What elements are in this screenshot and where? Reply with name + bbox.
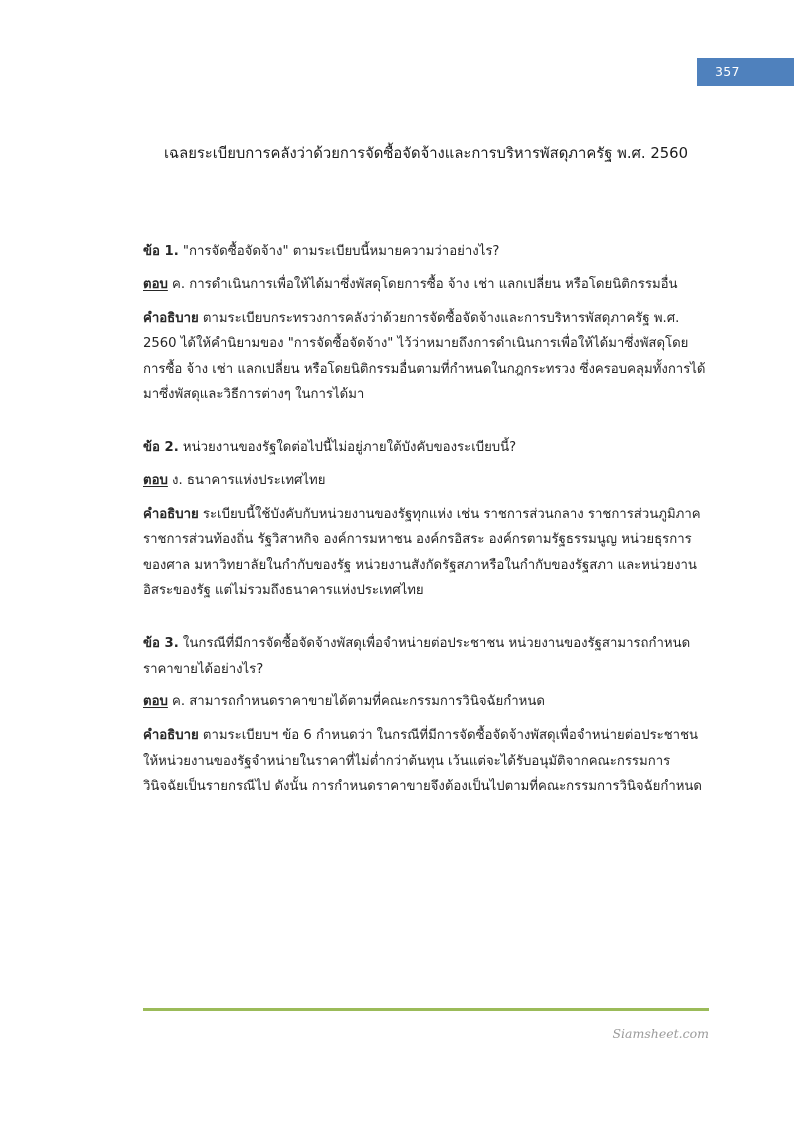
explanation-text: ระเบียบนี้ใช้บังคับกับหน่วยงานของรัฐทุกแห่ง เช่น ราชการส่วนกลาง ราชการส่วนภูมิภาค ราชการส่วนท้องถิ่น รัฐวิสาหกิจ องค์การมหาชน องค์กรอิสระ องค์กรตามรัฐธรรมนูญ หน่วยธุรการของศาล มหาวิทยาลัยในกำกับของรัฐ หน่วยงานสังกัดรัฐสภาหรือในกำกับของรัฐสภา และหน่วยงานอิสระของรัฐ แต่ไม่รวมถึงธนาคารแห่งประเทศไทย <box>143 506 701 598</box>
question-label: ข้อ 3. <box>143 636 179 652</box>
answer <box>143 265 709 297</box>
explanation-text: ตามระเบียบฯ ข้อ 6 กำหนดว่า ในกรณีที่มีการจัดซื้อจัดจ้างพัสดุเพื่อจำหน่ายต่อประชาชน ให้หน่วยงานของรัฐจำหน่ายในราคาที่ไม่ต่ำกว่าต้นทุน เว้นแต่จะได้รับอนุมัติจากคณะกรรมการวินิจฉัยเป็นรายกรณีไป ดังนั้น การกำหนดราคาขายจึงต้องเป็นไปตามที่คณะกรรมการวินิจฉัยกำหนด <box>143 728 703 795</box>
answer-text: ค. สามารถกำหนดราคาขายได้ตามที่คณะกรรมการวินิจฉัยกำหนด <box>167 694 545 709</box>
page-footer <box>143 1008 709 1041</box>
question-label: ข้อ 2. <box>143 440 179 456</box>
question-text: ในกรณีที่มีการจัดซื้อจัดจ้างพัสดุเพื่อจำหน่ายต่อประชาชน หน่วยงานของรัฐสามารถกำหนดราคาขายได้อย่างไร? <box>143 636 691 677</box>
explanation <box>143 297 709 407</box>
answer-label: ตอบ <box>143 472 168 488</box>
explanation <box>143 493 709 603</box>
question-text: หน่วยงานของรัฐใดต่อไปนี้ไม่อยู่ภายใต้บังคับของระเบียบนี้? <box>178 440 517 456</box>
answer <box>143 682 709 714</box>
explanation-label: คำอธิบาย <box>143 310 199 326</box>
explanation <box>143 714 709 799</box>
qa-block <box>143 165 709 407</box>
answer-label: ตอบ <box>143 276 168 292</box>
question-text: "การจัดซื้อจัดจ้าง" ตามระเบียบนี้หมายความว่าอย่างไร? <box>178 244 500 260</box>
question-label: ข้อ 1. <box>143 244 179 260</box>
answer-text: ค. การดำเนินการเพื่อให้ได้มาซึ่งพัสดุโดยการซื้อ จ้าง เช่า แลกเปลี่ยน หรือโดยนิติกรรมอื่น <box>167 276 678 292</box>
answer <box>143 461 709 493</box>
question <box>143 435 709 460</box>
qa-block <box>143 407 709 603</box>
answer-label: ตอบ <box>143 694 168 709</box>
explanation-text: ตามระเบียบกระทรวงการคลังว่าด้วยการจัดซื้อจัดจ้างและการบริหารพัสดุภาครัฐ พ.ศ. 2560 ได้ให้คำนิยามของ "การจัดซื้อจัดจ้าง" ไว้ว่าหมายถึงการดำเนินการเพื่อให้ได้มาซึ่งพัสดุโดยการซื้อ จ้าง เช่า แลกเปลี่ยน หรือโดยนิติกรรมอื่นตามที่กำหนดในกฎกระทรวง ซึ่งครอบคลุมทั้งการได้มาซึ่งพัสดุและวิธีการต่างๆ ในการได้มา <box>143 310 706 402</box>
qa-list <box>143 165 709 799</box>
question <box>143 631 709 682</box>
question <box>143 239 709 264</box>
qa-block <box>143 603 709 799</box>
answer-text: ง. ธนาคารแห่งประเทศไทย <box>167 472 326 488</box>
page-title: เฉลยระเบียบการคลังว่าด้วยการจัดซื้อจัดจ้างและการบริหารพัสดุภาครัฐ พ.ศ. 2560 <box>163 145 688 162</box>
explanation-label: คำอธิบาย <box>143 506 199 522</box>
page-number-badge: 357 <box>697 58 794 86</box>
footer-site-name: Siamsheet.com <box>612 1026 709 1041</box>
explanation-label: คำอธิบาย <box>143 728 199 744</box>
document-content <box>143 0 709 799</box>
